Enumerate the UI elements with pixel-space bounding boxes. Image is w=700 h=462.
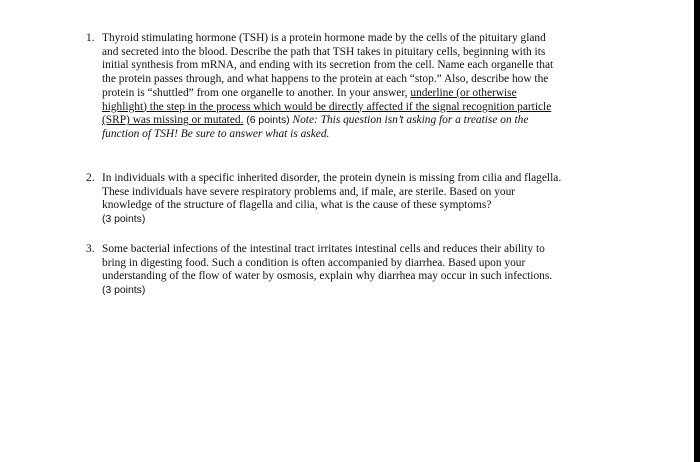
question-1 bbox=[86, 32, 564, 142]
question-body bbox=[102, 172, 564, 227]
points-label: (3 points) bbox=[102, 285, 146, 297]
question-text: In individuals with a specific inherited disorder, the protein dynein is missing from cilia and flagella. These individuals have severe respiratory problems and, if male, are sterile. Based on your knowledge of the structure of flagella and cilia, what is the cause of these symptoms? bbox=[102, 172, 562, 212]
right-edge-bar bbox=[694, 0, 700, 462]
question-number: 3. bbox=[86, 243, 95, 255]
question-body bbox=[102, 243, 564, 298]
question-number: 1. bbox=[86, 32, 95, 44]
points-label: (6 points) bbox=[246, 115, 290, 127]
question-2 bbox=[86, 172, 564, 227]
points-label: (3 points) bbox=[102, 214, 146, 226]
question-text: Some bacterial infections of the intestinal tract irritates intestinal cells and reduces their ability to bring in digesting food. Such a condition is often accompanied by diarrhea. Based upon your understanding of the flow of water by osmosis, explain why diarrhea may occur in such infections. bbox=[102, 243, 553, 283]
question-body bbox=[102, 32, 564, 142]
question-3 bbox=[86, 243, 564, 298]
underlined-instruction: underline (or otherwise highlight) the step in the process which would be directly affected if the signal recognition particle (SRP) was missing or mutated. bbox=[102, 86, 552, 127]
question-number: 2. bbox=[86, 172, 95, 184]
question-text: Thyroid stimulating hormone (TSH) is a protein hormone made by the cells of the pituitary gland and secreted into the blood. Describe the path that TSH takes in pituitary cells, beginning with its initial synthesis from mRNA, and ending with its secretion from the cell. Name each organelle that the protein passes through, and what happens to the protein at each “stop.” Also, describe how the protein is “shuttled” from one organelle to another. In your answer, bbox=[102, 32, 554, 99]
question-note: Note: This question isn’t asking for a treatise on the function of TSH! Be sure to answer what is asked. bbox=[102, 114, 529, 140]
